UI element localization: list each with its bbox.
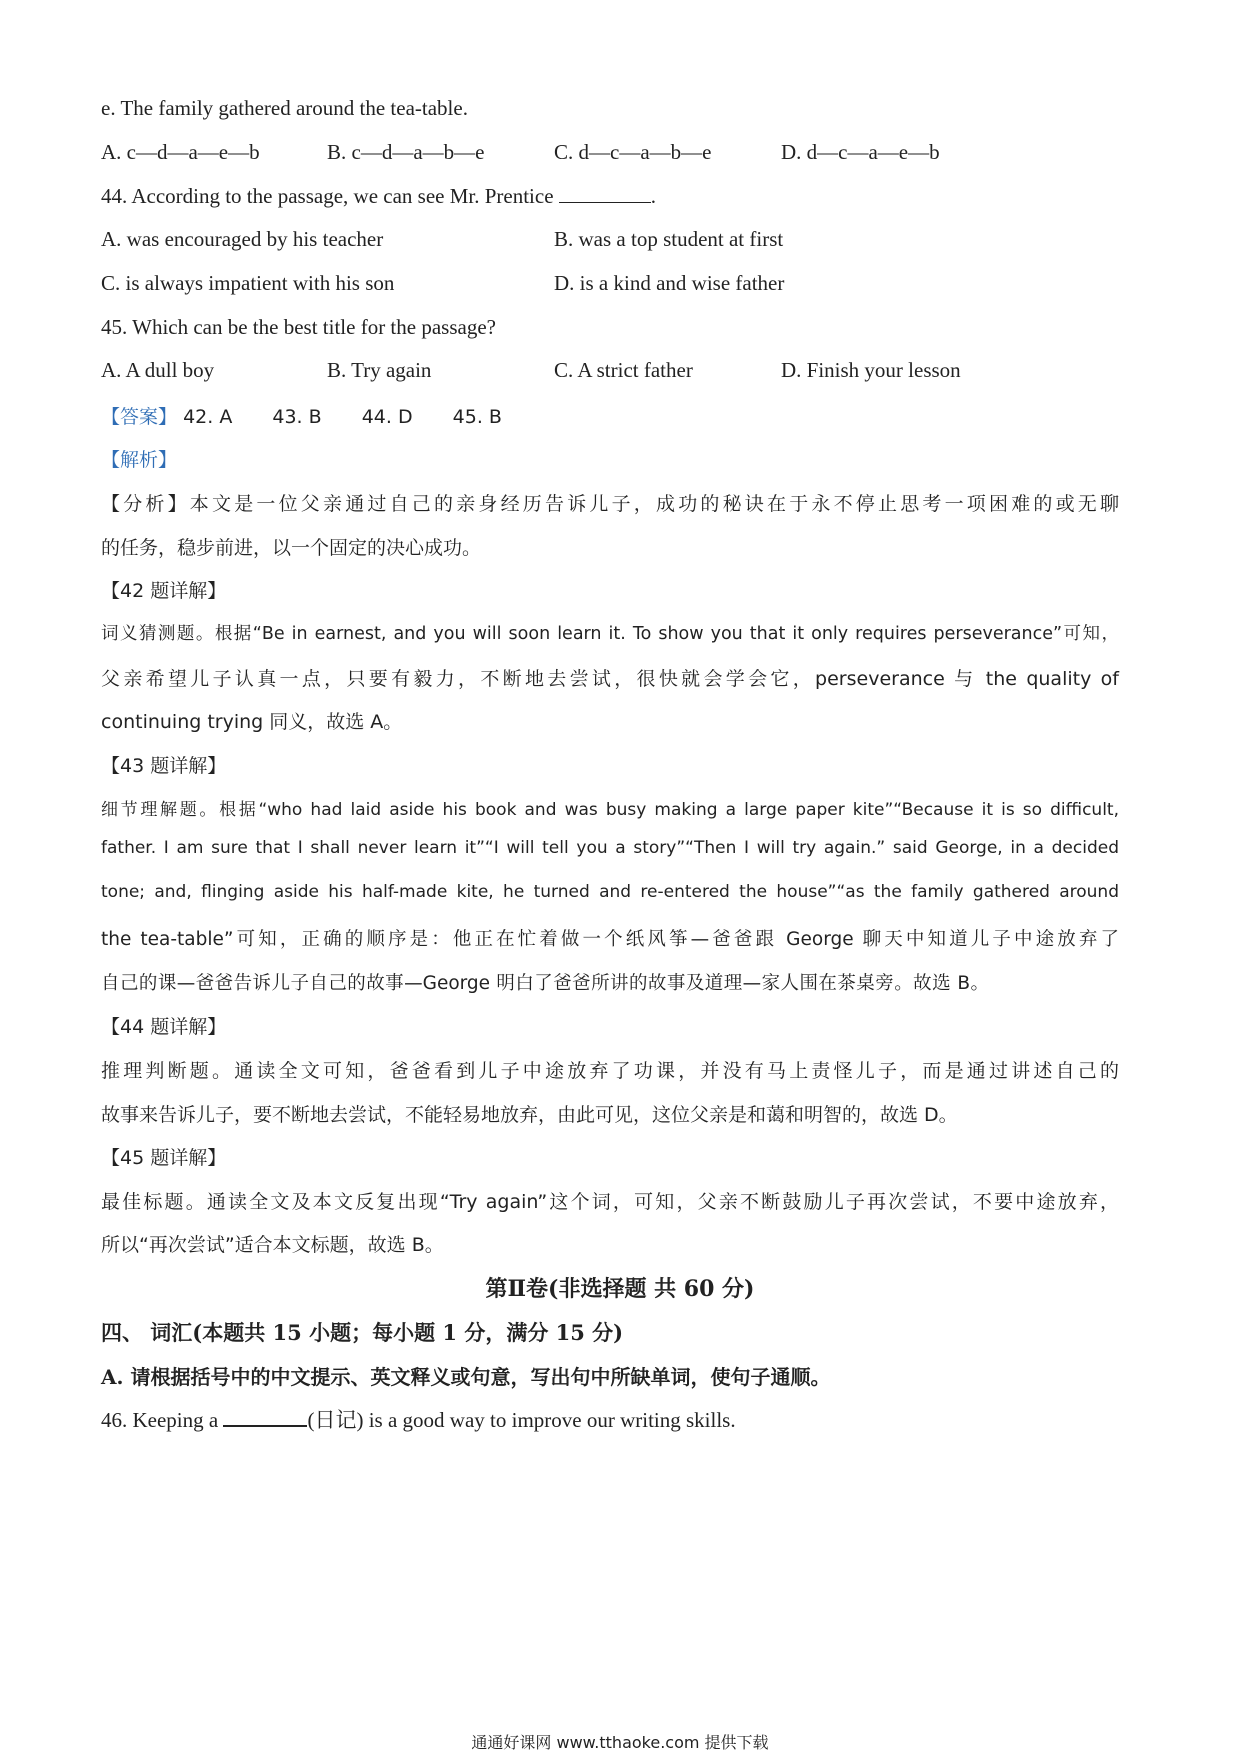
answer-label: 【答案】 bbox=[101, 406, 178, 428]
q44-option-a: A. was encouraged by his teacher bbox=[101, 227, 384, 251]
d42-line-3: continuing trying 同义，故选 A。 bbox=[101, 711, 403, 733]
q45-stem: 45. Which can be the best title for the passage? bbox=[101, 315, 496, 339]
d45-title: 【45 题详解】 bbox=[101, 1147, 227, 1169]
q45-option-a: A. A dull boy bbox=[101, 358, 215, 382]
answer-43: 43. B bbox=[272, 406, 322, 428]
q43-item-e: e. The family gathered around the tea-table. bbox=[101, 96, 468, 120]
q44-option-b: B. was a top student at first bbox=[554, 227, 784, 251]
section4-title: 四、 词汇(本题共 15 小题；每小题 1 分，满分 15 分) bbox=[101, 1320, 624, 1345]
part2-title: 第Ⅱ卷(非选择题 共 60 分) bbox=[485, 1276, 755, 1302]
q43-option-a: A. c—d—a—e—b bbox=[101, 140, 260, 164]
d43-line-1: 细节理解题。根据“who had laid aside his book and was busy making a large paper kite”“Because it is so difficult, bbox=[101, 800, 1119, 820]
q43-option-d: D. d—c—a—e—b bbox=[781, 140, 940, 164]
d44-line-2: 故事来告诉儿子，要不断地去尝试，不能轻易地放弃，由此可见，这位父亲是和蔼和明智的，故选 D。 bbox=[101, 1104, 958, 1126]
d43-title: 【43 题详解】 bbox=[101, 755, 227, 777]
d44-title: 【44 题详解】 bbox=[101, 1016, 227, 1038]
q44-stem-text: 44. According to the passage, we can see Mr. Prentice bbox=[101, 184, 554, 208]
q46-text-after: (日记) is a good way to improve our writing skills. bbox=[307, 1408, 736, 1432]
analysis-label: 【解析】 bbox=[101, 449, 178, 471]
q46-text-before: 46. Keeping a bbox=[101, 1408, 219, 1432]
analysis-line-2: 的任务，稳步前进，以一个固定的决心成功。 bbox=[101, 537, 482, 559]
answer-42: 42. A bbox=[183, 406, 233, 428]
d45-line-2: 所以“再次尝试”适合本文标题，故选 B。 bbox=[101, 1234, 444, 1256]
answer-45: 45. B bbox=[452, 406, 502, 428]
q44-stem bbox=[101, 184, 656, 209]
d42-title: 【42 题详解】 bbox=[101, 580, 227, 602]
page-footer: 通通好课网 www.tthaoke.com 提供下载 bbox=[471, 1733, 769, 1752]
analysis-line-1: 【分析】本文是一位父亲通过自己的亲身经历告诉儿子，成功的秘诀在于永不停止思考一项困难的或无聊 bbox=[101, 493, 1119, 515]
q43-option-c: C. d—c—a—b—e bbox=[554, 140, 712, 164]
d45-line-1: 最佳标题。通读全文及本文反复出现“Try again”这个词，可知，父亲不断鼓励儿子再次尝试，不要中途放弃， bbox=[101, 1191, 1119, 1213]
q45-option-b: B. Try again bbox=[327, 358, 432, 382]
d43-line-2: father. I am sure that I shall never learn it”“I will tell you a story”“Then I will try again.” said George, in a decided bbox=[101, 838, 1119, 858]
d43-line-5: 自己的课—爸爸告诉儿子自己的故事—George 明白了爸爸所讲的故事及道理—家人围在茶桌旁。故选 B。 bbox=[101, 973, 989, 994]
q46-answer-blank bbox=[223, 1409, 307, 1427]
q45-option-d: D. Finish your lesson bbox=[781, 358, 961, 382]
d43-line-3: tone; and, flinging aside his half-made kite, he turned and re-entered the house”“as the family gathered around bbox=[101, 882, 1119, 902]
q43-option-b: B. c—d—a—b—e bbox=[327, 140, 485, 164]
d44-line-1: 推理判断题。通读全文可知，爸爸看到儿子中途放弃了功课，并没有马上责怪儿子，而是通过讲述自己的 bbox=[101, 1060, 1119, 1082]
section-a-instructions: A. 请根据括号中的中文提示、英文释义或句意，写出句中所缺单词，使句子通顺。 bbox=[101, 1365, 831, 1389]
q44-answer-blank bbox=[559, 186, 651, 203]
q44-option-d: D. is a kind and wise father bbox=[554, 271, 785, 295]
q46 bbox=[101, 1404, 736, 1434]
d42-line-1: 词义猜测题。根据“Be in earnest, and you will soon learn it. To show you that it only requires perseverance”可知， bbox=[101, 624, 1119, 644]
q44-option-c: C. is always impatient with his son bbox=[101, 271, 395, 295]
q45-option-c: C. A strict father bbox=[554, 358, 693, 382]
q44-stem-end: . bbox=[650, 184, 657, 208]
d43-line-4: the tea-table”可知，正确的顺序是：他正在忙着做一个纸风筝—爸爸跟 George 聊天中知道儿子中途放弃了 bbox=[101, 929, 1119, 950]
answer-row bbox=[101, 402, 502, 429]
d42-line-2: 父亲希望儿子认真一点，只要有毅力，不断地去尝试，很快就会学会它，perseverance 与 the quality of bbox=[101, 668, 1119, 690]
answer-44: 44. D bbox=[361, 406, 413, 428]
